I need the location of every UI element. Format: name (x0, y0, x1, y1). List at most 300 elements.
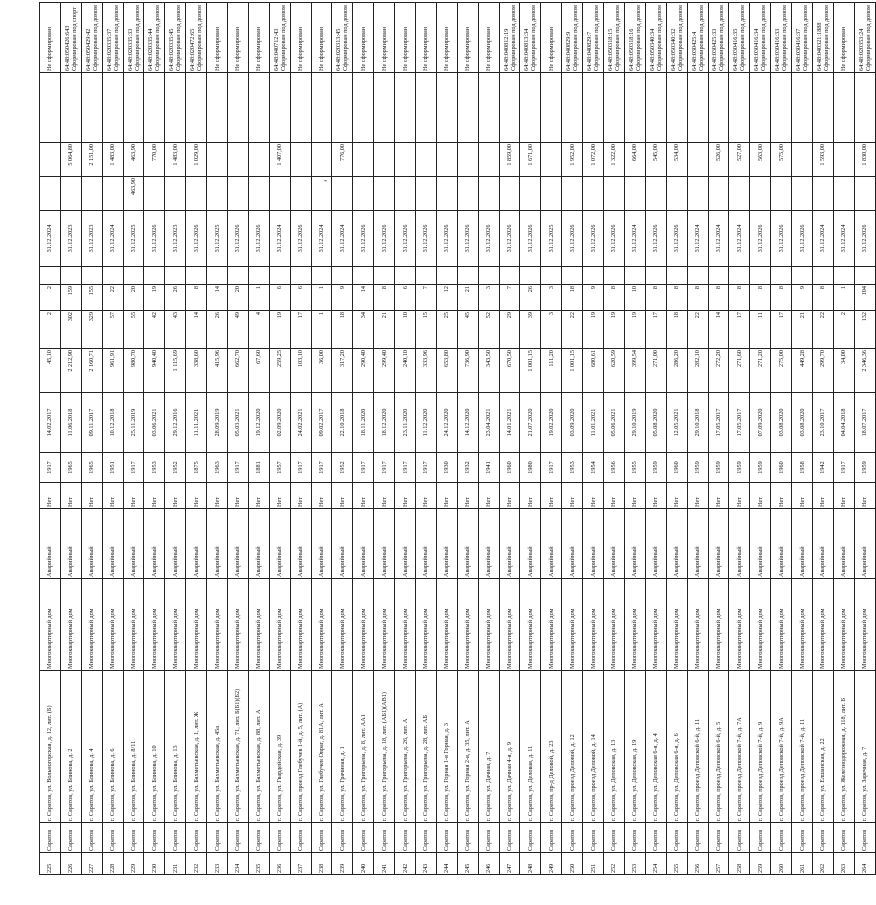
building-type-cell: Многоквартирный дом (353, 579, 374, 671)
area-cell: 399,54 (624, 349, 645, 393)
area-secondary-cell (478, 177, 499, 211)
blank-cell (562, 267, 583, 285)
land-plot-status-cell: 64:48:040712:43 Сформирован под домом (269, 3, 290, 73)
building-type-cell: Многоквартирный дом (311, 579, 332, 671)
plot-number-cell (416, 73, 437, 143)
premises-count-cell: 7 (416, 285, 437, 311)
row-number: 252 (604, 853, 625, 875)
premises-count-cell: 26 (520, 285, 541, 311)
plot-number-cell (228, 73, 249, 143)
city-cell: Саратов (290, 823, 311, 853)
declaration-date-cell: 29.10.2019 (624, 393, 645, 453)
land-plot-status-cell: 64:48:020335:44 Сформирован под домом (144, 3, 165, 73)
flag-cell: Нет (854, 483, 875, 509)
premises-count-cell: 8 (645, 285, 666, 311)
deadline-cell: 31.12.2026 (374, 211, 395, 267)
building-type-cell: Многоквартирный дом (248, 579, 269, 671)
residents-count-cell: 3 (541, 311, 562, 349)
year-cell: 1953 (144, 453, 165, 483)
plot-number-cell (144, 73, 165, 143)
area-secondary-cell: 463,90 (123, 177, 144, 211)
city-cell: Саратов (854, 823, 875, 853)
premises-count-cell: 1 (833, 285, 854, 311)
blank-cell (60, 267, 81, 285)
plot-number-cell (687, 73, 708, 143)
plot-number-cell (520, 73, 541, 143)
year-cell: 1951 (102, 453, 123, 483)
plot-number-cell (499, 73, 520, 143)
address-cell: г. Саратов, ул. Горная 1-я Горная, д. 3 (436, 671, 457, 823)
land-plot-status-cell: 64:48:050429:42 Сформирован под домом (81, 3, 102, 73)
city-cell: Саратов (729, 823, 750, 853)
declaration-date-cell: 19.12.2020 (248, 393, 269, 453)
year-cell: 1953 (562, 453, 583, 483)
plot-number-cell (165, 73, 186, 143)
deadline-cell: 31.12.2026 (750, 211, 771, 267)
area-secondary-cell (520, 177, 541, 211)
land-plot-status-cell: 64:48:020353:24 Сформирован под домом (854, 3, 875, 73)
area-secondary-cell (40, 177, 61, 211)
flag-cell: Нет (248, 483, 269, 509)
premises-count-cell: 2 (40, 285, 61, 311)
flag-cell: Нет (750, 483, 771, 509)
flag-cell: Нет (812, 483, 833, 509)
address-cell: г. Саратов, проезд Деповской 7-й, д. 9А (771, 671, 792, 823)
table-row (687, 3, 708, 875)
declaration-date-cell: 23.10.2017 (812, 393, 833, 453)
premises-count-cell: 6 (395, 285, 416, 311)
flag-cell: Нет (562, 483, 583, 509)
premises-count-cell: 8 (750, 285, 771, 311)
declaration-date-cell: 09.11.2017 (81, 393, 102, 453)
city-cell: Саратов (353, 823, 374, 853)
cost-cell (248, 143, 269, 177)
premises-count-cell: 6 (290, 285, 311, 311)
declaration-date-cell: 23.11.2020 (395, 393, 416, 453)
cost-cell: 1 830,00 (854, 143, 875, 177)
blank-cell (750, 267, 771, 285)
building-type-cell: Многоквартирный дом (792, 579, 813, 671)
deadline-cell: 31.12.2026 (395, 211, 416, 267)
building-type-cell: Многоквартирный дом (123, 579, 144, 671)
area-secondary-cell (228, 177, 249, 211)
city-cell: Саратов (833, 823, 854, 853)
land-plot-status-cell: Не сформирован (416, 3, 437, 73)
table-row (457, 3, 478, 875)
area-cell: 240,10 (395, 349, 416, 393)
deadline-cell: 31.12.2026 (457, 211, 478, 267)
table-row (332, 3, 353, 875)
building-type-cell: Многоквартирный дом (269, 579, 290, 671)
residents-count-cell: 18 (666, 311, 687, 349)
cost-cell (833, 143, 854, 177)
building-type-cell: Многоквартирный дом (645, 579, 666, 671)
address-cell: г. Саратов, ул. Блинова, д. 4 (81, 671, 102, 823)
flag-cell: Нет (123, 483, 144, 509)
residents-count-cell: 43 (165, 311, 186, 349)
row-number: 227 (81, 853, 102, 875)
area-secondary-cell (687, 177, 708, 211)
deadline-cell: 31.12.2024 (40, 211, 61, 267)
table-row (520, 3, 541, 875)
area-cell: 275,00 (771, 349, 792, 393)
plot-number-cell (207, 73, 228, 143)
blank-cell (604, 267, 625, 285)
residents-count-cell: 2 (40, 311, 61, 349)
status-cell: Аварийный (269, 509, 290, 579)
status-cell: Аварийный (353, 509, 374, 579)
address-cell: г. Саратов, ул. Глебучев Овраг, д. 81А, лит. А (311, 671, 332, 823)
residents-count-cell: 19 (624, 311, 645, 349)
year-cell: 1957 (269, 453, 290, 483)
row-number: 229 (123, 853, 144, 875)
city-cell: Саратов (81, 823, 102, 853)
area-secondary-cell (645, 177, 666, 211)
city-cell: Саратов (520, 823, 541, 853)
premises-count-cell: 9 (792, 285, 813, 311)
declaration-date-cell: 11.06.2018 (60, 393, 81, 453)
city-cell: Саратов (332, 823, 353, 853)
premises-count-cell: 10 (624, 285, 645, 311)
cost-cell (436, 143, 457, 177)
year-cell: 1917 (374, 453, 395, 483)
residents-count-cell: 10 (395, 311, 416, 349)
status-cell: Аварийный (102, 509, 123, 579)
table-row (248, 3, 269, 875)
cost-cell: 770,00 (144, 143, 165, 177)
land-plot-status-cell: 64:48:040321:1888 Сформирован под домом (812, 3, 833, 73)
row-number: 263 (833, 853, 854, 875)
blank-cell (792, 267, 813, 285)
status-cell: Аварийный (562, 509, 583, 579)
status-cell: Аварийный (541, 509, 562, 579)
residents-count-cell: 302 (60, 311, 81, 349)
area-cell: 45,10 (40, 349, 61, 393)
year-cell: 1958 (792, 453, 813, 483)
premises-count-cell: 1 (248, 285, 269, 311)
table-row (562, 3, 583, 875)
deadline-cell: 31.12.2026 (562, 211, 583, 267)
declaration-date-cell: 14.01.2021 (499, 393, 520, 453)
residents-count-cell: 17 (771, 311, 792, 349)
plot-number-cell (353, 73, 374, 143)
status-cell: Аварийный (207, 509, 228, 579)
blank-cell (771, 267, 792, 285)
row-number: 264 (854, 853, 875, 875)
deadline-cell: 31.12.2026 (499, 211, 520, 267)
deadline-cell: 31.12.2026 (144, 211, 165, 267)
area-cell: 653,80 (436, 349, 457, 393)
row-number: 262 (812, 853, 833, 875)
blank-cell (353, 267, 374, 285)
building-type-cell: Многоквартирный дом (583, 579, 604, 671)
table-row (854, 3, 875, 875)
status-cell: Аварийный (81, 509, 102, 579)
row-number: 259 (750, 853, 771, 875)
area-secondary-cell (374, 177, 395, 211)
premises-count-cell: 14 (353, 285, 374, 311)
premises-count-cell: 14 (207, 285, 228, 311)
blank-cell (269, 267, 290, 285)
table-body (40, 3, 876, 875)
area-cell: 2 346,36 (854, 349, 875, 393)
declaration-date-cell: 24.02.2021 (290, 393, 311, 453)
blank-cell (81, 267, 102, 285)
city-cell: Саратов (165, 823, 186, 853)
table-row (81, 3, 102, 875)
cost-cell: 776,00 (332, 143, 353, 177)
deadline-cell: 31.12.2023 (60, 211, 81, 267)
status-cell: Аварийный (687, 509, 708, 579)
address-cell: г. Саратов, пр-д Деловой, д. 23 (541, 671, 562, 823)
plot-number-cell (395, 73, 416, 143)
residents-count-cell: 21 (792, 311, 813, 349)
plot-number-cell (729, 73, 750, 143)
residents-count-cell: 14 (186, 311, 207, 349)
address-cell: г. Саратов, ул. Деловая, д. 11 (520, 671, 541, 823)
area-secondary-cell (436, 177, 457, 211)
premises-count-cell: 104 (854, 285, 875, 311)
year-cell: 1917 (353, 453, 374, 483)
premises-count-cell: 9 (583, 285, 604, 311)
address-cell: г. Саратов, ул. Деповская 6-я, д. 4 (645, 671, 666, 823)
status-cell: Аварийный (708, 509, 729, 579)
residents-count-cell: 17 (729, 311, 750, 349)
flag-cell: Нет (395, 483, 416, 509)
table-row (624, 3, 645, 875)
blank-cell (687, 267, 708, 285)
area-secondary-cell (186, 177, 207, 211)
year-cell: 1955 (624, 453, 645, 483)
row-number: 232 (186, 853, 207, 875)
row-number: 240 (353, 853, 374, 875)
address-cell: г. Саратов, ул. Блинова, д. 10 (144, 671, 165, 823)
deadline-cell: 31.12.2026 (520, 211, 541, 267)
area-cell: 620,59 (604, 349, 625, 393)
plot-number-cell (562, 73, 583, 143)
status-cell: Аварийный (457, 509, 478, 579)
declaration-date-cell: 07.09.2020 (750, 393, 771, 453)
row-number: 253 (624, 853, 645, 875)
flag-cell: Нет (40, 483, 61, 509)
cost-cell (290, 143, 311, 177)
page-mark: - (324, 175, 327, 185)
area-cell: 111,20 (541, 349, 562, 393)
land-plot-status-cell: 64:48:050340:34 Сформирован под домом (645, 3, 666, 73)
declaration-date-cell: 05.06.2021 (604, 393, 625, 453)
plot-number-cell (123, 73, 144, 143)
city-cell: Саратов (645, 823, 666, 853)
area-cell: 961,91 (102, 349, 123, 393)
blank-cell (290, 267, 311, 285)
blank-cell (228, 267, 249, 285)
land-plot-status-cell: 64:48:040812:19 Сформирован под домом (499, 3, 520, 73)
area-secondary-cell (624, 177, 645, 211)
address-cell: г. Саратов, ул. Бахметьевская, д. 1, лит. Ж (186, 671, 207, 823)
area-cell: 286,20 (666, 349, 687, 393)
status-cell: Аварийный (854, 509, 875, 579)
building-type-cell: Многоквартирный дом (541, 579, 562, 671)
table-row (40, 3, 61, 875)
flag-cell: Нет (687, 483, 708, 509)
city-cell: Саратов (395, 823, 416, 853)
premises-count-cell: 3 (478, 285, 499, 311)
land-plot-status-cell: Не сформирован (290, 3, 311, 73)
cost-cell: 1 072,00 (583, 143, 604, 177)
blank-cell (457, 267, 478, 285)
plot-number-cell (833, 73, 854, 143)
plot-number-cell (645, 73, 666, 143)
plot-number-cell (311, 73, 332, 143)
table-row (374, 3, 395, 875)
residents-count-cell: 29 (499, 311, 520, 349)
plot-number-cell (812, 73, 833, 143)
deadline-cell: 31.12.2026 (583, 211, 604, 267)
table-row (290, 3, 311, 875)
address-cell: г. Саратов, ул. Бахметьевская, д. 71, лит. Б(Б1)(Б2) (228, 671, 249, 823)
city-cell: Саратов (228, 823, 249, 853)
building-type-cell: Многоквартирный дом (102, 579, 123, 671)
row-number: 250 (562, 853, 583, 875)
building-type-cell: Многоквартирный дом (290, 579, 311, 671)
address-cell: г. Саратов, ул. Дачная, д. 7 (478, 671, 499, 823)
year-cell: 1959 (687, 453, 708, 483)
flag-cell: Нет (228, 483, 249, 509)
cost-cell (792, 143, 813, 177)
blank-cell (812, 267, 833, 285)
blank-cell (248, 267, 269, 285)
plot-number-cell (854, 73, 875, 143)
city-cell: Саратов (812, 823, 833, 853)
declaration-date-cell: 29.10.2018 (687, 393, 708, 453)
table-row (207, 3, 228, 875)
cost-cell (457, 143, 478, 177)
status-cell: Аварийный (520, 509, 541, 579)
cost-cell: 1 859,00 (499, 143, 520, 177)
blank-cell (583, 267, 604, 285)
address-cell: г. Саратов, проезд Деповской 7-й, д. 7А (729, 671, 750, 823)
row-number: 226 (60, 853, 81, 875)
table-row (604, 3, 625, 875)
land-plot-status-cell: Не сформирован (311, 3, 332, 73)
area-cell: 34,00 (833, 349, 854, 393)
city-cell: Саратов (248, 823, 269, 853)
area-cell: 343,50 (478, 349, 499, 393)
flag-cell: Нет (833, 483, 854, 509)
blank-cell (833, 267, 854, 285)
deadline-cell: 31.12.2024 (708, 211, 729, 267)
city-cell: Саратов (102, 823, 123, 853)
table-row (353, 3, 374, 875)
flag-cell: Нет (645, 483, 666, 509)
deadline-cell: 31.12.2024 (729, 211, 750, 267)
city-cell: Саратов (562, 823, 583, 853)
residents-count-cell: 49 (228, 311, 249, 349)
area-secondary-cell (541, 177, 562, 211)
row-number: 260 (771, 853, 792, 875)
area-secondary-cell (666, 177, 687, 211)
status-cell: Аварийный (186, 509, 207, 579)
year-cell: 1954 (583, 453, 604, 483)
row-number: 251 (583, 853, 604, 875)
blank-cell (165, 267, 186, 285)
address-cell: г. Саратов, проезд Деловой, д. 14 (583, 671, 604, 823)
blank-cell (395, 267, 416, 285)
deadline-cell: 31.12.2026 (290, 211, 311, 267)
status-cell: Аварийный (645, 509, 666, 579)
area-cell: 103,10 (290, 349, 311, 393)
blank-cell (311, 267, 332, 285)
area-secondary-cell (812, 177, 833, 211)
area-secondary-cell (290, 177, 311, 211)
land-plot-status-cell: Не сформирован (395, 3, 416, 73)
premises-count-cell: 20 (228, 285, 249, 311)
year-cell: 1875 (186, 453, 207, 483)
row-number: 249 (541, 853, 562, 875)
blank-cell (144, 267, 165, 285)
cost-cell: 1 483,00 (165, 143, 186, 177)
land-plot-status-cell: 64:48:050318:15 Сформирован под домом (604, 3, 625, 73)
area-cell: 2 212,90 (60, 349, 81, 393)
flag-cell: Нет (604, 483, 625, 509)
declaration-date-cell: 18.11.2020 (353, 393, 374, 453)
area-cell: 1 115,69 (165, 349, 186, 393)
plot-number-cell (624, 73, 645, 143)
plot-number-cell (457, 73, 478, 143)
year-cell: 1917 (123, 453, 144, 483)
area-cell: 338,60 (186, 349, 207, 393)
flag-cell: Нет (792, 483, 813, 509)
city-cell: Саратов (269, 823, 290, 853)
residents-count-cell: 19 (269, 311, 290, 349)
cost-cell: 1 029,00 (186, 143, 207, 177)
building-type-cell: Многоквартирный дом (604, 579, 625, 671)
table-row (436, 3, 457, 875)
year-cell: 1960 (666, 453, 687, 483)
area-cell: 1 001,15 (562, 349, 583, 393)
table-row (60, 3, 81, 875)
area-secondary-cell (457, 177, 478, 211)
area-cell: 2 160,71 (81, 349, 102, 393)
city-cell: Саратов (666, 823, 687, 853)
cost-cell: 1 322,00 (604, 143, 625, 177)
plot-number-cell (604, 73, 625, 143)
city-cell: Саратов (708, 823, 729, 853)
row-number: 225 (40, 853, 61, 875)
address-cell: г. Саратов, ул. Григорьева, д. 8, лит. АА1 (353, 671, 374, 823)
row-number: 258 (729, 853, 750, 875)
year-cell: 1942 (812, 453, 833, 483)
year-cell: 1960 (499, 453, 520, 483)
status-cell: Аварийный (290, 509, 311, 579)
row-number: 243 (416, 853, 437, 875)
status-cell: Аварийный (60, 509, 81, 579)
address-cell: г. Саратов, ул. Григорьева, д. 18, лит. (АБ1)(АВ1) (374, 671, 395, 823)
table-row (812, 3, 833, 875)
table-row (228, 3, 249, 875)
declaration-date-cell: 24.12.2020 (436, 393, 457, 453)
premises-count-cell: 3 (541, 285, 562, 311)
address-cell: г. Саратов, ул. Горная 2-я, д. 35, лит. А (457, 671, 478, 823)
plot-number-cell (478, 73, 499, 143)
address-cell: г. Саратов, ул. Блинова, д. 13 (165, 671, 186, 823)
city-cell: Саратов (750, 823, 771, 853)
table-row (645, 3, 666, 875)
premises-count-cell: 12 (436, 285, 457, 311)
plot-number-cell (81, 73, 102, 143)
area-secondary-cell (144, 177, 165, 211)
year-cell: 1959 (854, 453, 875, 483)
